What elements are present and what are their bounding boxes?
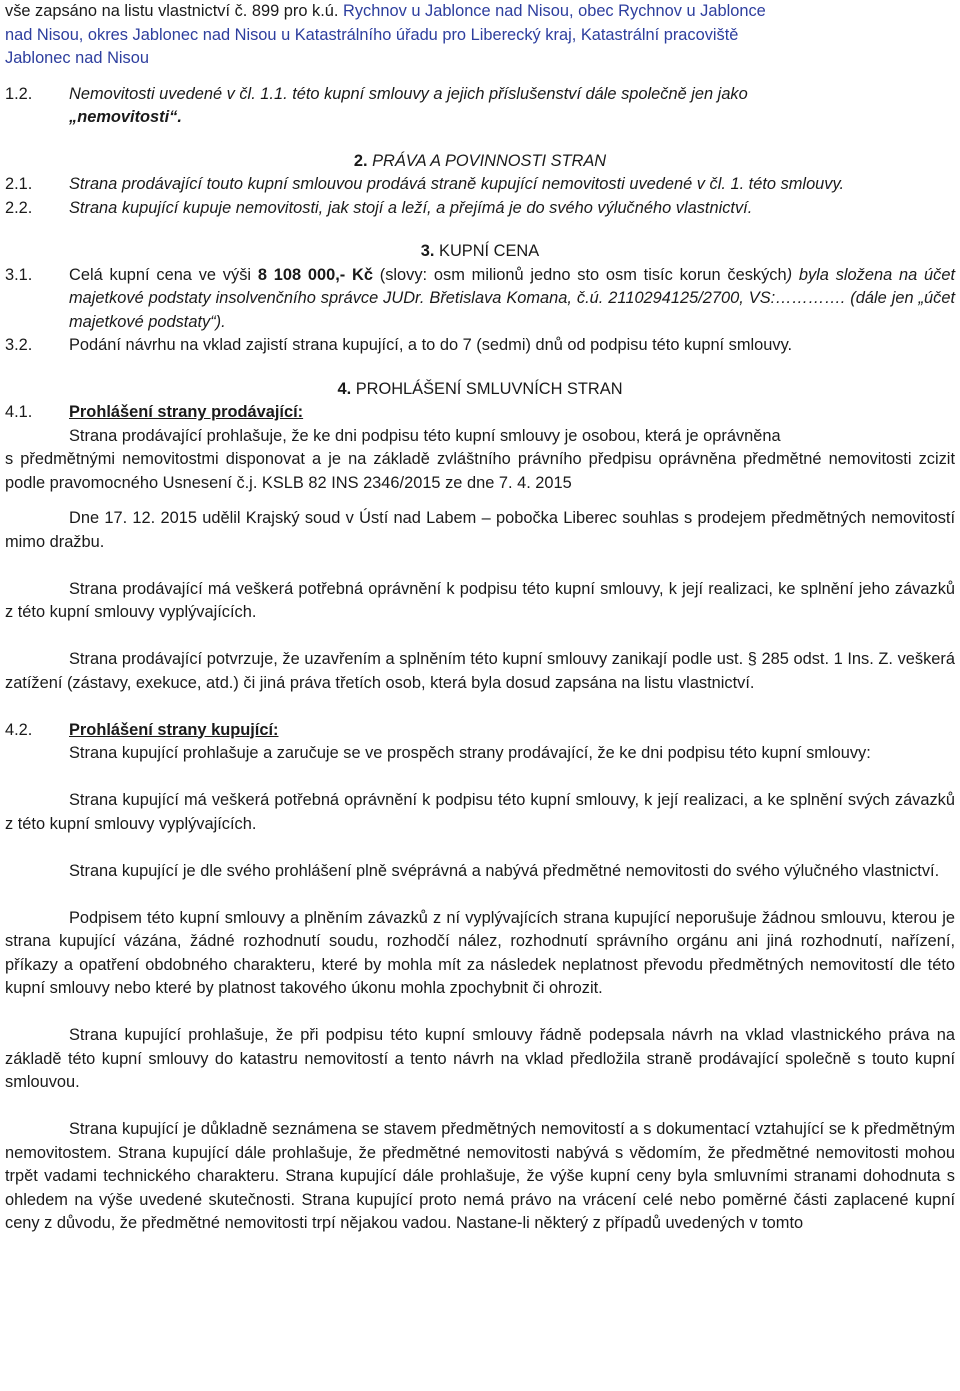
buyer-statement-5: Strana kupující prohlašuje, že při podpisu této kupní smlouvy řádně podepsala návrh na vklad vlastnického práva na základě této kupní smlouvy do katastru nemovitostí a tento návrh na vklad předložila straně prodávající společně s touto kupní smlouvou. — [5, 1026, 955, 1091]
clause-number: 3.2. — [5, 336, 33, 354]
cadastre-location-link-2[interactable]: nad Nisou, okres Jablonec nad Nisou u Katastrálního úřadu pro Liberecký kraj, Katastrální pracoviště — [5, 25, 739, 44]
clause-text-b: „nemovitosti“. — [69, 108, 182, 126]
seller-statement-3: Strana prodávající má veškerá potřebná oprávnění k podpisu této kupní smlouvy, k její realizaci, ke splnění jeho závazků z této kupní smlouvy vyplývajících. — [5, 579, 955, 621]
clause-text-a: Nemovitosti uvedené v čl. 1.1. této kupní smlouvy a jejich příslušenství dále společně jen jako — [69, 84, 748, 103]
price-amount: 8 108 000,- Kč — [257, 265, 373, 284]
clause-number: 2.1. — [5, 175, 33, 193]
price-text-a: Celá kupní cena ve výši — [69, 265, 258, 284]
clause-3-2 — [5, 334, 955, 358]
seller-statement-1 — [5, 425, 955, 496]
buyer-statement-2: Strana kupující má veškerá potřebná oprávnění k podpisu této kupní smlouvy, k její realizaci, a ke splnění svých závazků z této kupní smlouvy vyplývajících. — [5, 791, 955, 833]
section-title: PROHLÁŠENÍ SMLUVNÍCH STRAN — [355, 379, 623, 398]
buyer-statement-4: Podpisem této kupní smlouvy a plněním závazků z ní vyplývajících strana kupující neporušuje žádnou smlouvu, kterou je strana kupující vázána, žádné rozhodnutí soudu, rozhodčí nález, rozhodnutí správního orgánu ani jiná rozhodnutí, nařízení, příkazy a opatření obdobného charakteru, které by mohla mít za následek neplatnost převodu předmětných nemovitostí dle této kupní smlouvy nebo které by platnost takového úkonu mohla zpochybnit či ohrozit. — [5, 908, 955, 997]
buyer-statement-6: Strana kupující je důkladně seznámena se stavem předmětných nemovitostí a s dokumentací vztahující se k předmětným nemovitostem. Strana kupující dále prohlašuje, že předmětné nemovitosti nabývá s vědomím, že předmětné nemovitosti mohou trpět vadami technického charakteru. Strana kupující dále prohlašuje, že výše kupní ceny byla smluvními stranami dohodnuta s ohledem na výše uvedené skutečnosti. Strana kupující proto nemá právo na vrácení celé nebo poměrné části zaplacené kupní ceny z důvodu, že předmětné nemovitosti trpí nějakou vadou. Nastane-li některý z případů uvedených v tomto — [5, 1120, 955, 1232]
clause-2-2 — [5, 197, 955, 221]
clause-number: 3.1. — [5, 265, 33, 284]
intro-paragraph — [5, 0, 955, 71]
cadastre-location-link[interactable]: Rychnov u Jablonce nad Nisou, obec Rychnov u Jablonce — [343, 2, 766, 20]
section-title: PRÁVA A POVINNOSTI STRAN — [372, 151, 607, 170]
clause-title: Prohlášení strany prodávající: — [69, 403, 304, 421]
clause-2-1 — [5, 173, 955, 197]
section-number: 3. — [420, 242, 435, 260]
section-number: 2. — [353, 151, 368, 170]
clause-text: Strana kupující kupuje nemovitosti, jak stojí a leží, a přejímá je do svého výlučného vlastnictví. — [69, 198, 753, 217]
clause-1-2 — [5, 83, 955, 130]
section-heading-2 — [5, 150, 955, 174]
clause-text: Strana prodávající touto kupní smlouvou prodává straně kupující nemovitosti uvedené v čl. 1. této smlouvy. — [69, 175, 845, 193]
cadastre-location-link-3[interactable]: Jablonec nad Nisou — [5, 49, 149, 67]
clause-title: Prohlášení strany kupující: — [69, 720, 279, 739]
price-text-c: ) byla složena na účet majetkové podstaty insolvenčního správce JUDr. Břetislava Komana, č.ú. 2110294125/2700, VS:…………. (dále jen „účet majetkové podstaty“). — [69, 265, 955, 331]
intro-text: vše zapsáno na listu vlastnictví č. 899 pro k.ú. — [5, 2, 344, 20]
clause-4-1-header — [5, 401, 955, 425]
clause-4-2-header — [5, 719, 955, 743]
clause-text — [69, 83, 955, 130]
section-number: 4. — [337, 379, 352, 398]
section-heading-4 — [5, 378, 955, 402]
clause-text: Podání návrhu na vklad zajistí strana kupující, a to do 7 (sedmi) dnů od podpisu této kupní smlouvy. — [69, 336, 793, 354]
seller-statement-1a: Strana prodávající prohlašuje, že ke dni podpisu této kupní smlouvy je osobou, která je oprávněna — [69, 426, 781, 445]
clause-number: 1.2. — [5, 84, 33, 103]
clause-text — [69, 264, 955, 335]
clause-number: 4.1. — [5, 403, 33, 421]
buyer-statement-3: Strana kupující je dle svého prohlášení plně svéprávná a nabývá předmětné nemovitosti do svého výlučného vlastnictví. — [69, 861, 940, 880]
section-title: KUPNÍ CENA — [439, 242, 540, 260]
price-words: osm milionů jedno sto osm tisíc korun českých — [433, 265, 787, 284]
seller-statement-2: Dne 17. 12. 2015 udělil Krajský soud v Ústí nad Labem – pobočka Liberec souhlas s prodejem předmětných nemovitostí mimo dražbu. — [5, 509, 955, 551]
buyer-statement-1: Strana kupující prohlašuje a zaručuje se ve prospěch strany prodávající, že ke dni podpisu této kupní smlouvy: — [69, 744, 871, 762]
clause-number: 2.2. — [5, 198, 33, 217]
section-heading-3 — [5, 240, 955, 264]
clause-number: 4.2. — [5, 720, 33, 739]
clause-3-1 — [5, 264, 955, 335]
price-text-b: (slovy: — [372, 265, 434, 284]
seller-statement-4: Strana prodávající potvrzuje, že uzavřením a splněním této kupní smlouvy zanikají podle ust. § 285 odst. 1 Ins. Z. veškerá zatížení (zástavy, exekuce, atd.) či jiná práva třetích osob, která byla dosud zapsána na listu vlastnictví. — [5, 650, 955, 692]
seller-statement-1b: s předmětnými nemovitostmi disponovat a je na základě zvláštního právního předpisu oprávněna předmětné nemovitosti zcizit podle pravomocného Usnesení č.j. KSLB 82 INS 2346/2015 ze dne 7. 4. 2015 — [5, 450, 955, 492]
